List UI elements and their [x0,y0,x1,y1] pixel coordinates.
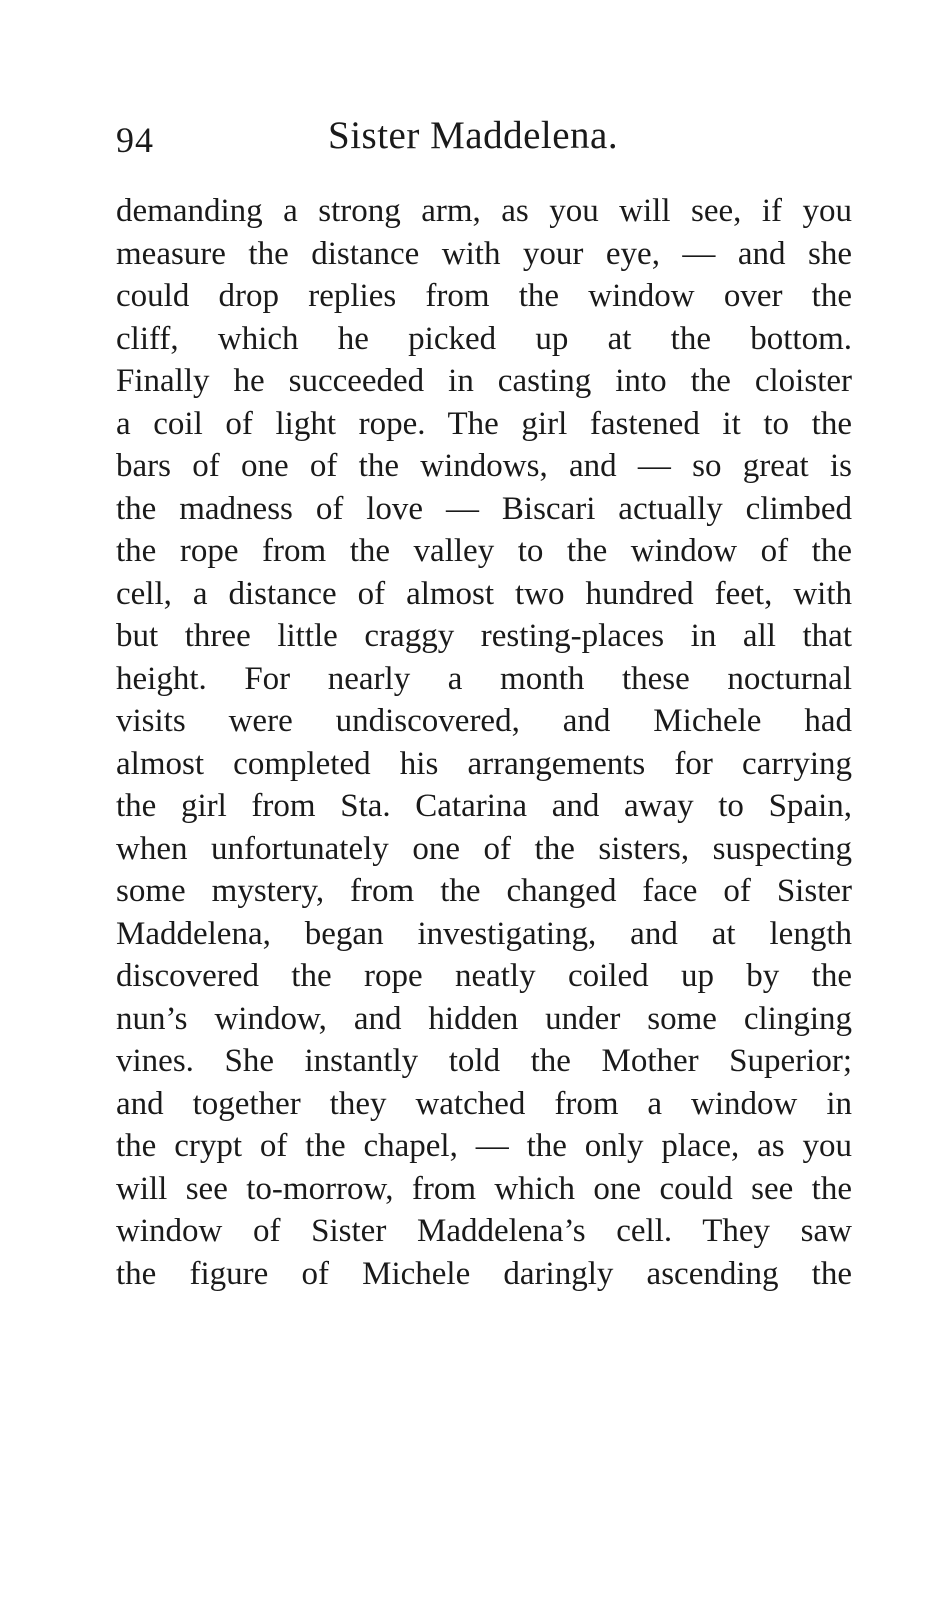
text-line: almost completed his arrangements for carrying [116,745,852,782]
text-line: some mystery, from the changed face of Sister [116,873,852,909]
text-line: nun’s window, and hidden under some clinging [116,1000,852,1037]
text-line: could drop replies from the window over the [116,278,852,314]
text-line: demanding a strong arm, as you will see, if you [116,193,852,229]
text-line: bars of one of the windows, and — so great is [116,448,852,484]
text-line: discovered the rope neatly coiled up by the [116,958,852,994]
text-line: measure the distance with your eye, — and she [116,235,852,272]
text-line: height. For nearly a month these nocturnal [116,660,852,697]
text-line: the crypt of the chapel, — the only place, as you [116,1128,852,1164]
text-line: the madness of love — Biscari actually climbed [116,490,852,527]
text-line: window of Sister Maddelena’s cell. They saw [116,1213,852,1249]
text-line: a coil of light rope. The girl fastened it to the [116,405,852,442]
page-header [116,108,852,168]
text-line: but three little craggy resting-places in all that [116,618,852,654]
text-line: cell, a distance of almost two hundred feet, with [116,575,852,612]
text-line: Maddelena, began investigating, and at length [116,915,852,952]
text-line: will see to-morrow, from which one could see the [116,1170,852,1207]
text-line: and together they watched from a window in [116,1085,852,1122]
text-line: Finally he succeeded in casting into the cloister [116,363,852,399]
page-number: 94 [116,120,154,160]
text-line: when unfortunately one of the sisters, suspecting [116,830,852,867]
running-title: Sister Maddelena. [328,114,619,157]
text-line: the figure of Michele daringly ascending the [116,1255,852,1292]
text-line: vines. She instantly told the Mother Superior; [116,1043,852,1079]
body-text [116,190,852,1295]
text-line: cliff, which he picked up at the bottom. [116,320,852,357]
text-line: the rope from the valley to the window of the [116,533,852,569]
text-line: visits were undiscovered, and Michele had [116,703,852,739]
text-line: the girl from Sta. Catarina and away to Spain, [116,788,852,824]
